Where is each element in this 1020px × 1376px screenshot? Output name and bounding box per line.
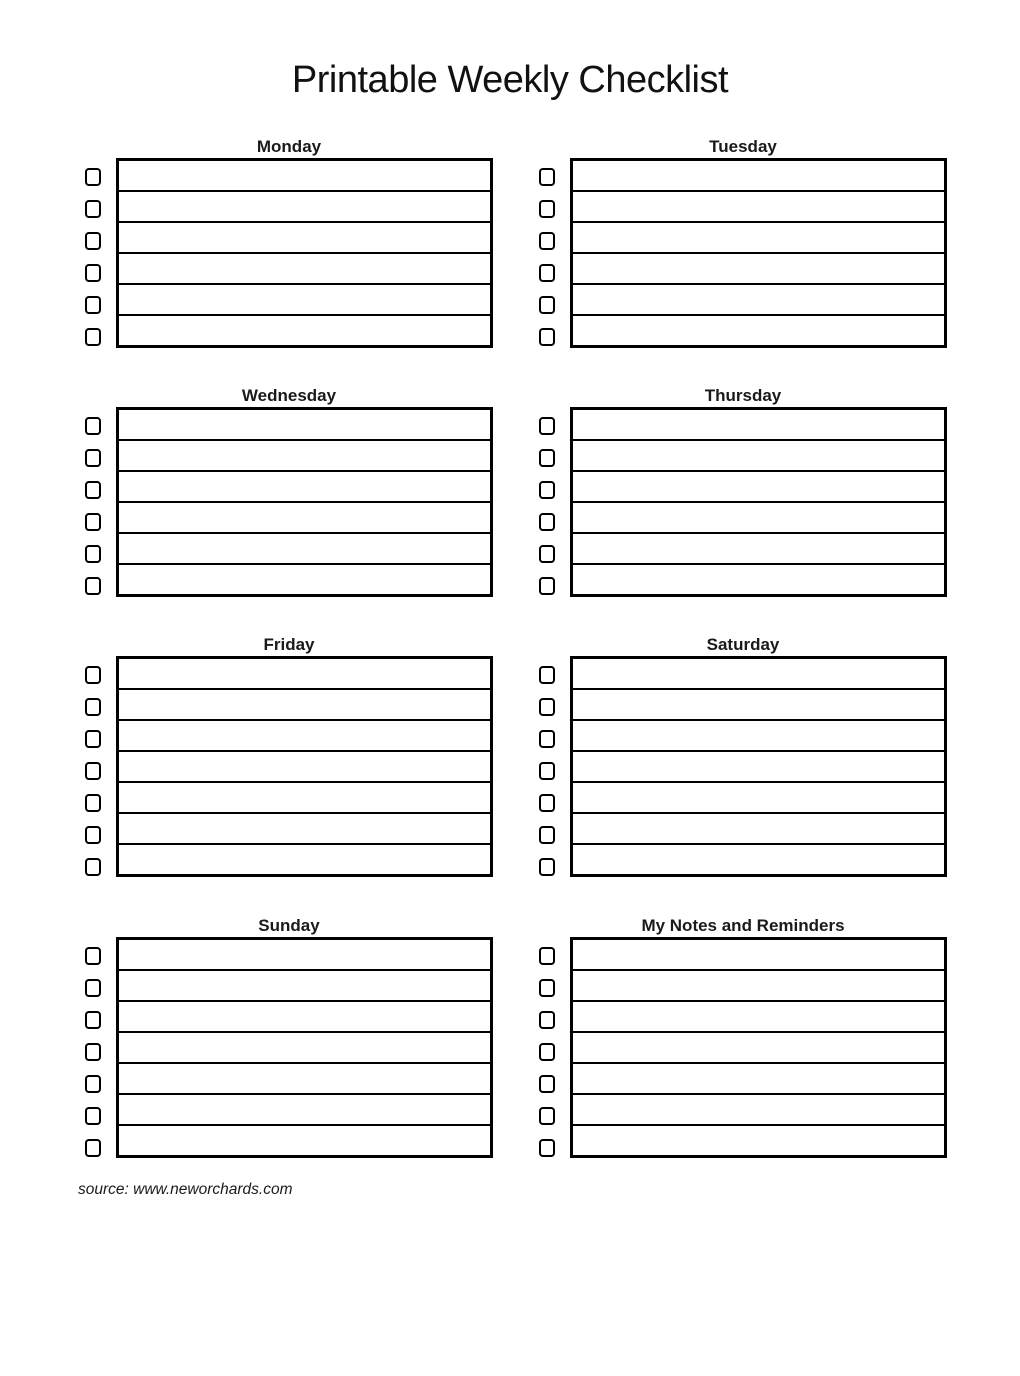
checkbox-cell	[85, 257, 116, 289]
checkbox[interactable]	[539, 794, 555, 812]
checkbox[interactable]	[85, 264, 101, 282]
checkbox[interactable]	[539, 730, 555, 748]
section-title: Friday	[263, 635, 315, 654]
checkbox[interactable]	[85, 481, 101, 499]
checkbox-cell	[539, 659, 570, 691]
checkbox[interactable]	[85, 513, 101, 531]
checkbox[interactable]	[539, 200, 555, 218]
checkbox[interactable]	[85, 1075, 101, 1093]
checkbox[interactable]	[85, 417, 101, 435]
checkbox-cell	[539, 691, 570, 723]
checkbox-cell	[85, 940, 116, 972]
checklist-line[interactable]	[119, 161, 490, 192]
checkbox[interactable]	[85, 762, 101, 780]
checkbox[interactable]	[85, 979, 101, 997]
section-body	[539, 158, 947, 353]
checklist-line[interactable]	[573, 690, 944, 721]
checkbox[interactable]	[539, 979, 555, 997]
checkbox[interactable]	[539, 858, 555, 876]
checklist-line[interactable]	[573, 721, 944, 752]
checklist-line[interactable]	[119, 565, 490, 594]
checkbox[interactable]	[85, 826, 101, 844]
checklist-line[interactable]	[573, 410, 944, 441]
section-title: Sunday	[258, 916, 320, 935]
checkbox-cell	[85, 506, 116, 538]
checkbox-cell	[539, 161, 570, 193]
checkbox-cell	[85, 289, 116, 321]
checklist-table	[116, 158, 493, 348]
checklist-line[interactable]	[119, 503, 490, 534]
page-title: Printable Weekly Checklist	[291, 59, 729, 101]
section-body	[539, 407, 947, 602]
checkbox[interactable]	[539, 545, 555, 563]
section-my-notes-and-reminders	[539, 916, 947, 1164]
checkbox[interactable]	[539, 417, 555, 435]
checkbox-cell	[85, 787, 116, 819]
checkbox[interactable]	[85, 545, 101, 563]
checkbox-cell	[85, 1004, 116, 1036]
checkbox[interactable]	[539, 328, 555, 346]
checklist-table	[570, 158, 947, 348]
section-title: Wednesday	[241, 386, 337, 405]
checkbox-cell	[539, 538, 570, 570]
checkbox[interactable]	[85, 296, 101, 314]
checkbox-cell	[85, 851, 116, 883]
checkbox-cell	[85, 723, 116, 755]
checkbox-cell	[85, 1068, 116, 1100]
checklist-line[interactable]	[119, 845, 490, 874]
checklist-line[interactable]	[573, 285, 944, 316]
checkbox[interactable]	[539, 264, 555, 282]
checklist-line[interactable]	[119, 659, 490, 690]
checklist-line[interactable]	[573, 503, 944, 534]
checklist-line[interactable]	[119, 1002, 490, 1033]
checklist-line[interactable]	[573, 1126, 944, 1155]
checklist-line[interactable]	[573, 783, 944, 814]
checkbox-cell	[539, 1036, 570, 1068]
checkbox-cell	[539, 410, 570, 442]
checkbox-cell	[539, 570, 570, 602]
checkbox[interactable]	[539, 1011, 555, 1029]
checklist-line[interactable]	[119, 721, 490, 752]
checkbox-cell	[85, 691, 116, 723]
checklist-line[interactable]	[573, 161, 944, 192]
checkbox-cell	[539, 474, 570, 506]
checklist-line[interactable]	[119, 1126, 490, 1155]
checkbox-cell	[85, 659, 116, 691]
checkbox-cell	[539, 193, 570, 225]
checkbox[interactable]	[85, 730, 101, 748]
section-tuesday	[539, 137, 947, 353]
checklist-line[interactable]	[119, 1064, 490, 1095]
checklist-line[interactable]	[573, 1064, 944, 1095]
checkbox[interactable]	[85, 232, 101, 250]
section-friday	[85, 635, 493, 883]
checkbox-cell	[539, 1004, 570, 1036]
section-title: Monday	[256, 137, 322, 156]
checkbox-cell	[539, 321, 570, 353]
checkbox-cell	[85, 474, 116, 506]
checkbox[interactable]	[539, 296, 555, 314]
checkbox[interactable]	[539, 577, 555, 595]
checkbox[interactable]	[85, 666, 101, 684]
checkbox-column	[539, 158, 570, 353]
checklist-line[interactable]	[573, 1002, 944, 1033]
checkbox-cell	[85, 410, 116, 442]
checkbox[interactable]	[539, 666, 555, 684]
checklist-table	[570, 407, 947, 597]
checkbox[interactable]	[539, 513, 555, 531]
checkbox[interactable]	[539, 1043, 555, 1061]
source-note: source: www.neworchards.com	[78, 1181, 293, 1198]
checkbox-cell	[85, 442, 116, 474]
checkbox[interactable]	[85, 947, 101, 965]
checklist-line[interactable]	[119, 285, 490, 316]
checkbox[interactable]	[539, 1139, 555, 1157]
checkbox[interactable]	[85, 698, 101, 716]
checkbox-column	[539, 407, 570, 602]
checkbox[interactable]	[85, 200, 101, 218]
checklist-line[interactable]	[573, 1033, 944, 1064]
checklist-table	[570, 656, 947, 877]
section-body	[85, 407, 493, 602]
checkbox[interactable]	[539, 232, 555, 250]
checkbox-cell	[539, 257, 570, 289]
checkbox-column	[85, 407, 116, 602]
checkbox-cell	[85, 225, 116, 257]
checkbox-cell	[539, 442, 570, 474]
checkbox-cell	[539, 1132, 570, 1164]
checkbox-column	[85, 158, 116, 353]
section-body	[539, 937, 947, 1164]
checkbox[interactable]	[85, 1011, 101, 1029]
checklist-line[interactable]	[573, 565, 944, 594]
checkbox[interactable]	[539, 762, 555, 780]
checkbox-cell	[539, 289, 570, 321]
checkbox-cell	[539, 819, 570, 851]
checklist-table	[116, 656, 493, 877]
checklist-line[interactable]	[119, 971, 490, 1002]
checkbox-cell	[85, 1132, 116, 1164]
checkbox-column	[85, 937, 116, 1164]
checklist-line[interactable]	[573, 441, 944, 472]
checklist-table	[116, 407, 493, 597]
checklist-line[interactable]	[119, 441, 490, 472]
checklist-line[interactable]	[573, 192, 944, 223]
checkbox-cell	[85, 193, 116, 225]
checklist-line[interactable]	[119, 192, 490, 223]
checkbox-cell	[85, 1036, 116, 1068]
checklist-line[interactable]	[119, 254, 490, 285]
checkbox-cell	[85, 972, 116, 1004]
section-title: Thursday	[704, 386, 782, 405]
checklist-line[interactable]	[573, 223, 944, 254]
checklist-line[interactable]	[573, 534, 944, 565]
checklist-grid	[0, 137, 1020, 1164]
checkbox[interactable]	[539, 826, 555, 844]
checkbox-column	[539, 656, 570, 883]
checklist-line[interactable]	[119, 940, 490, 971]
checkbox-cell	[85, 161, 116, 193]
section-body	[85, 937, 493, 1164]
checklist-line[interactable]	[573, 940, 944, 971]
checklist-line[interactable]	[119, 316, 490, 345]
checklist-line[interactable]	[573, 472, 944, 503]
checklist-line[interactable]	[119, 814, 490, 845]
section-body	[85, 158, 493, 353]
section-thursday	[539, 386, 947, 602]
checkbox-cell	[539, 755, 570, 787]
checklist-line[interactable]	[119, 1095, 490, 1126]
checklist-line[interactable]	[573, 971, 944, 1002]
checklist-line[interactable]	[573, 752, 944, 783]
checklist-table	[570, 937, 947, 1158]
checkbox[interactable]	[539, 1107, 555, 1125]
checkbox-cell	[85, 819, 116, 851]
checkbox-cell	[539, 787, 570, 819]
checkbox-cell	[539, 972, 570, 1004]
checkbox[interactable]	[539, 481, 555, 499]
checklist-line[interactable]	[119, 752, 490, 783]
section-title: Tuesday	[709, 137, 777, 156]
section-wednesday	[85, 386, 493, 602]
section-title: Saturday	[706, 635, 780, 654]
checkbox[interactable]	[539, 947, 555, 965]
checklist-line[interactable]	[119, 1033, 490, 1064]
checkbox[interactable]	[85, 577, 101, 595]
checkbox-cell	[539, 723, 570, 755]
checkbox-cell	[85, 321, 116, 353]
checkbox-cell	[539, 1100, 570, 1132]
section-monday	[85, 137, 493, 353]
checkbox-cell	[85, 570, 116, 602]
checkbox[interactable]	[539, 168, 555, 186]
checklist-line[interactable]	[573, 316, 944, 345]
checkbox-cell	[539, 851, 570, 883]
section-sunday	[85, 916, 493, 1164]
checkbox-column	[85, 656, 116, 883]
checklist-line[interactable]	[573, 254, 944, 285]
checklist-line[interactable]	[119, 410, 490, 441]
checkbox-cell	[539, 225, 570, 257]
checkbox[interactable]	[85, 449, 101, 467]
checkbox[interactable]	[85, 1139, 101, 1157]
checkbox-cell	[539, 940, 570, 972]
checklist-line[interactable]	[119, 783, 490, 814]
checkbox-column	[539, 937, 570, 1164]
checkbox[interactable]	[85, 794, 101, 812]
checkbox[interactable]	[85, 168, 101, 186]
checkbox[interactable]	[539, 1075, 555, 1093]
section-saturday	[539, 635, 947, 883]
checkbox-cell	[85, 538, 116, 570]
checklist-line[interactable]	[573, 814, 944, 845]
checkbox[interactable]	[539, 449, 555, 467]
checkbox-cell	[85, 755, 116, 787]
checklist-line[interactable]	[119, 472, 490, 503]
checkbox[interactable]	[85, 1107, 101, 1125]
section-body	[539, 656, 947, 883]
checkbox[interactable]	[85, 328, 101, 346]
checklist-line[interactable]	[119, 534, 490, 565]
checklist-line[interactable]	[119, 690, 490, 721]
checkbox[interactable]	[85, 1043, 101, 1061]
section-body	[85, 656, 493, 883]
checkbox-cell	[539, 1068, 570, 1100]
checklist-line[interactable]	[573, 659, 944, 690]
checklist-table	[116, 937, 493, 1158]
checkbox[interactable]	[85, 858, 101, 876]
checklist-line[interactable]	[573, 845, 944, 874]
checkbox-cell	[85, 1100, 116, 1132]
checklist-line[interactable]	[119, 223, 490, 254]
section-title: My Notes and Reminders	[641, 916, 845, 935]
checklist-line[interactable]	[573, 1095, 944, 1126]
checkbox-cell	[539, 506, 570, 538]
checkbox[interactable]	[539, 698, 555, 716]
